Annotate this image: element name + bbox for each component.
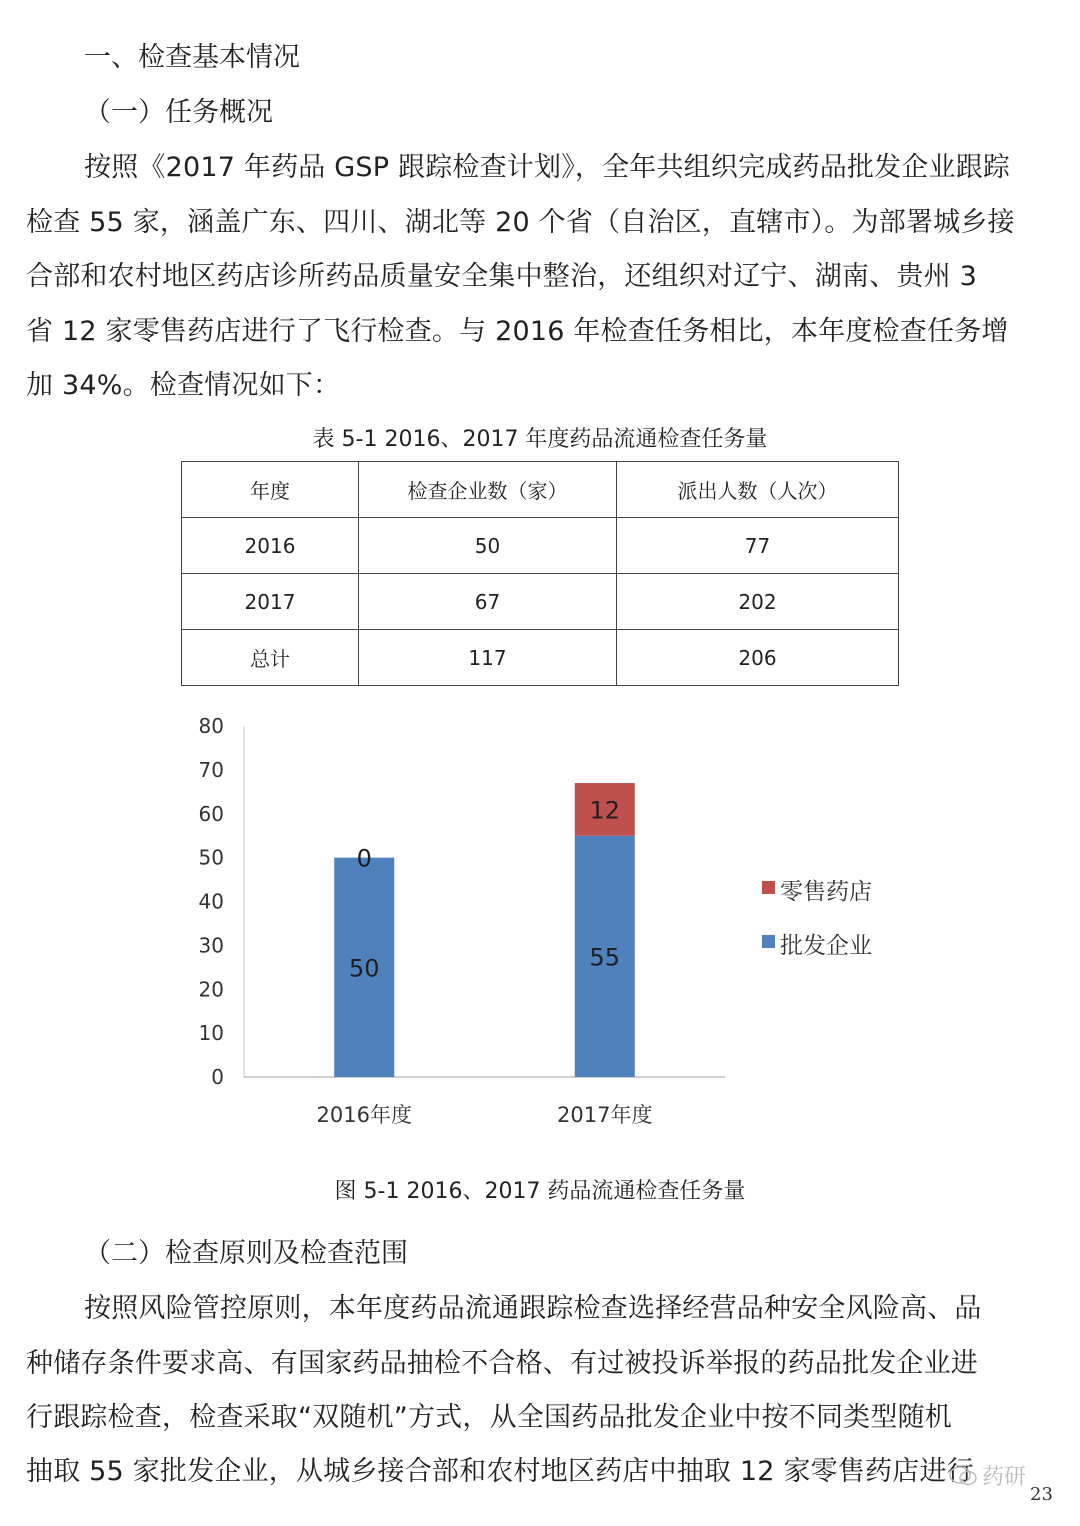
table-caption: 表 5-1 2016、2017 年度药品流通检查任务量	[312, 427, 768, 452]
x-tick-label: 2016年度	[316, 1103, 412, 1127]
legend-label: 零售药店	[780, 879, 872, 905]
paragraph-line: 合部和农村地区药店诊所药品质量安全集中整治，还组织对辽宁、湖南、贵州 3	[26, 261, 977, 292]
paragraph-line: 抽取 55 家批发企业，从城乡接合部和农村地区药店中抽取 12 家零售药店进行	[26, 1456, 974, 1487]
table-cell: 206	[617, 630, 899, 686]
y-tick-label: 0	[211, 1065, 224, 1089]
table-header-cell: 年度	[182, 462, 359, 518]
y-tick-label: 70	[198, 757, 224, 782]
y-axis-ticks	[199, 714, 224, 1089]
section-heading: 一、检查基本情况	[84, 42, 300, 73]
legend-swatch	[762, 935, 775, 948]
paragraph-line: 加 34%。检查情况如下：	[26, 370, 341, 401]
y-tick-label: 80	[198, 714, 224, 738]
table-cell: 202	[617, 574, 899, 630]
table-cell: 2016	[182, 518, 359, 574]
bar-group	[334, 783, 635, 1077]
bar-data-label: 50	[348, 954, 380, 983]
wechat-icon	[948, 1464, 978, 1488]
paragraph-line: 行跟踪检查，检查采取“双随机”方式，从全国药品批发企业中按不同类型随机	[26, 1402, 952, 1433]
table-cell: 总计	[182, 630, 359, 686]
y-tick-label: 60	[198, 801, 224, 826]
bar-data-label: 55	[589, 943, 621, 972]
table-header-row	[182, 462, 899, 518]
legend-label: 批发企业	[780, 933, 872, 959]
subsection-heading-overview: （一）任务概况	[84, 97, 273, 128]
table-cell: 2017	[182, 574, 359, 630]
table-cell: 117	[359, 630, 617, 686]
paragraph-line: 省 12 家零售药店进行了飞行检查。与 2016 年检查任务相比，本年度检查任务增	[26, 316, 1009, 347]
watermark-text: 药研	[982, 1465, 1027, 1490]
y-tick-label: 40	[198, 889, 224, 914]
paragraph-line: 种储存条件要求高、有国家药品抽检不合格、有过被投诉举报的药品批发企业进	[26, 1348, 978, 1379]
inspection-task-table	[181, 461, 899, 686]
y-tick-label: 10	[198, 1021, 224, 1046]
paragraph-line: 按照风险管控原则，本年度药品流通跟踪检查选择经营品种安全风险高、品	[84, 1293, 982, 1324]
subsection-heading-principles: （二）检查原则及检查范围	[84, 1238, 408, 1269]
legend-swatch	[762, 881, 775, 894]
table-header-cell: 派出人数（人次）	[617, 462, 899, 518]
bar-data-label: 12	[589, 796, 621, 825]
stacked-bar-chart	[180, 700, 900, 1160]
table-row	[182, 630, 899, 686]
chart-legend	[762, 879, 872, 959]
x-tick-label: 2017年度	[557, 1103, 653, 1127]
y-tick-label: 50	[198, 845, 224, 870]
x-axis-labels	[317, 1103, 653, 1127]
table-header-cell: 检查企业数（家）	[359, 462, 617, 518]
y-tick-label: 30	[198, 933, 224, 958]
figure-caption: 图 5-1 2016、2017 药品流通检查任务量	[334, 1179, 746, 1204]
table-row	[182, 518, 899, 574]
table-row	[182, 574, 899, 630]
page-number: 23	[1030, 1484, 1053, 1505]
table-cell: 50	[359, 518, 617, 574]
table-cell: 77	[617, 518, 899, 574]
y-tick-label: 20	[198, 977, 224, 1002]
paragraph-line: 按照《2017 年药品 GSP 跟踪检查计划》，全年共组织完成药品批发企业跟踪	[84, 152, 1011, 183]
paragraph-line: 检查 55 家，涵盖广东、四川、湖北等 20 个省（自治区，直辖市）。为部署城乡接	[26, 207, 1015, 238]
watermark	[948, 1460, 1026, 1491]
table-cell: 67	[359, 574, 617, 630]
bar-data-label: 0	[356, 844, 372, 873]
